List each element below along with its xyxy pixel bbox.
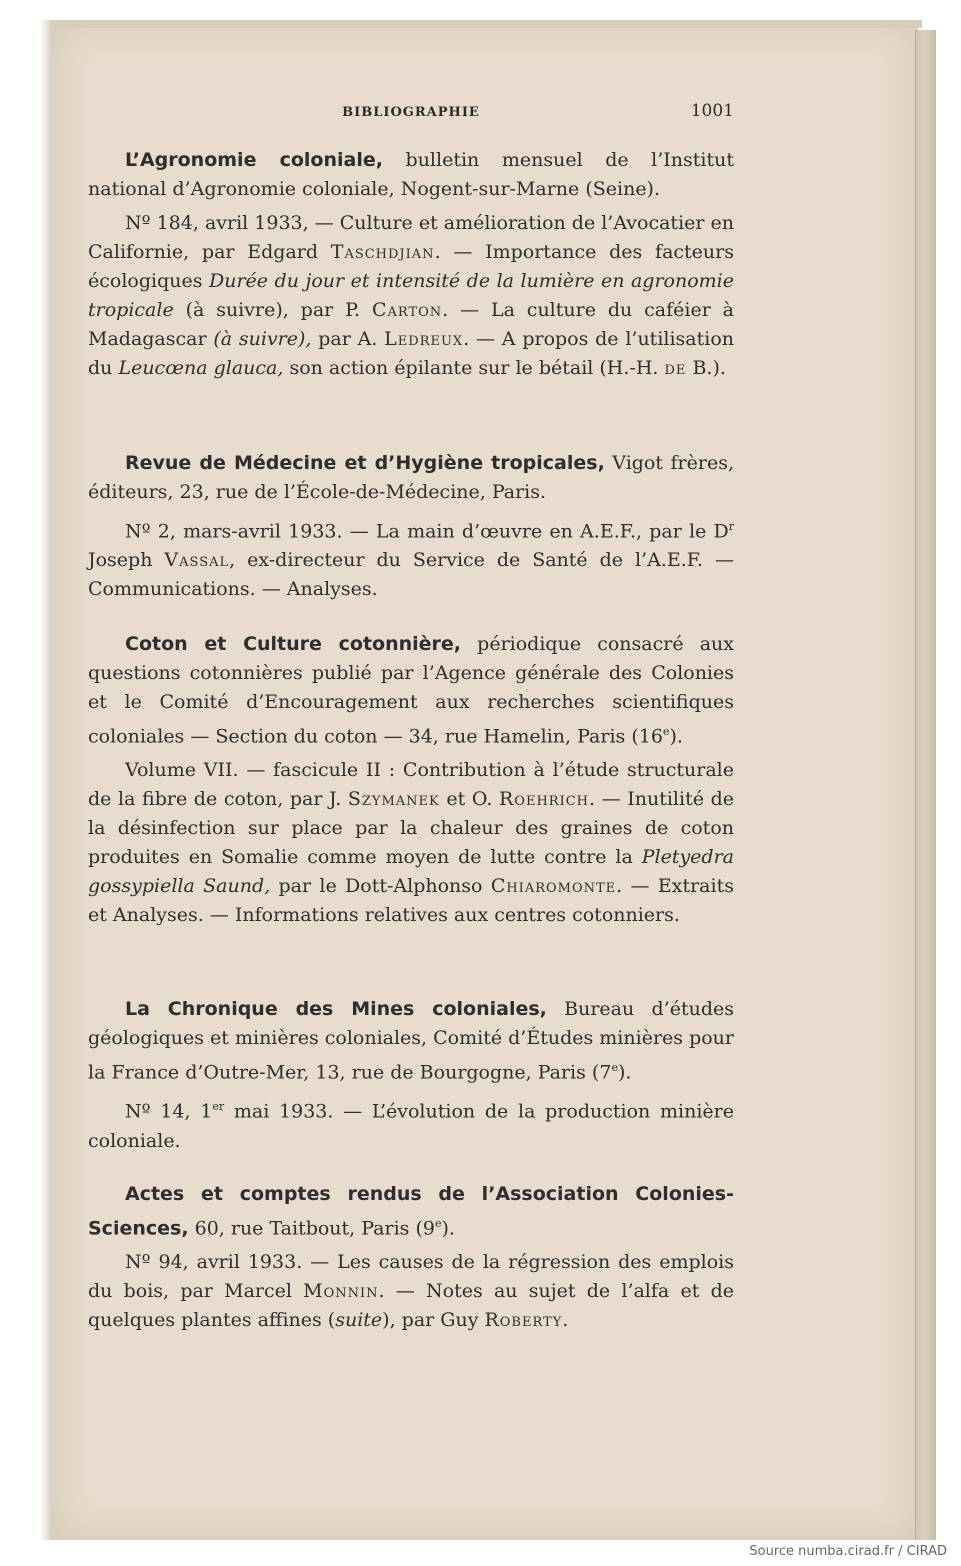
page-number: 1001 <box>690 101 734 121</box>
entry-heading <box>88 1180 734 1243</box>
entry-title: Coton et Culture cotonnière, <box>125 633 462 655</box>
author-name: Szymanek <box>347 788 440 811</box>
superscript: e <box>434 1217 442 1230</box>
entry-text: . — A propos de l’utilisation du <box>88 328 735 379</box>
superscript: e <box>611 1061 618 1074</box>
entry-text: Nº 2, mars-avril 1933. — La main d’œuvre en A.E.F., par le D <box>125 520 729 543</box>
page-header <box>88 101 734 125</box>
entry-publisher: 60, rue Taitbout, Paris (9 <box>188 1217 435 1240</box>
entry-contents <box>88 1248 734 1335</box>
entry-text: et O. <box>439 788 499 811</box>
running-head: BIBLIOGRAPHIE <box>342 105 480 120</box>
entry-text: . — Extraits et Analyses. — Informations relatives aux centres cotonniers. <box>88 875 734 927</box>
entry-text: Nº 14, 1 <box>125 1100 213 1123</box>
author-name: Roehrich <box>498 788 589 811</box>
bibliography-entry <box>88 995 734 1156</box>
entry-text: . <box>562 1309 569 1332</box>
superscript: e <box>662 725 670 738</box>
author-name: Carton <box>371 299 443 321</box>
entry-publisher: périodique consacré aux questions cotonnières publié par l’Agence générale des Colonies et le Comité d’Encouragement aux recherches scientifiques coloniales — Section du coton — 34, rue Hamelin, Paris (16 <box>88 633 735 748</box>
entry-text: . — Inutilité de la désinfection sur place par la chaleur des graines de coton produites en Somalie comme moyen de lutte contre la <box>88 788 734 869</box>
entry-text: , ex-directeur du Service de Santé de l’A.E.F. — Communications. — Analyses. <box>88 549 734 601</box>
entry-text: par A. <box>311 328 385 350</box>
entry-text: . — La culture du caféier à Madagascar <box>88 299 734 350</box>
entry-text: Nº 94, avril 1933. — Les causes de la régression des emplois du bois, par Marcel <box>88 1251 734 1303</box>
entry-heading <box>88 449 734 507</box>
entry-text: Joseph <box>88 549 165 572</box>
page-stack-edge <box>915 30 936 1540</box>
author-name: Ledreux <box>384 328 464 350</box>
entry-title: L’Agronomie coloniale, <box>125 149 383 171</box>
page-top-edge <box>52 20 922 28</box>
entry-heading <box>88 630 734 751</box>
entry-text: ). <box>441 1217 455 1240</box>
entry-text: Volume VII. — fascicule II : Contribution à l’étude structurale de la fibre de coton, par J. <box>88 759 734 811</box>
entry-text: (à suivre), par P. <box>173 299 372 321</box>
superscript: r <box>728 520 734 533</box>
entry-text: Nº 184, avril 1933, — Culture et amélioration de l’Avocatier en Californie, par Edgard <box>88 212 734 263</box>
entry-text: . — Notes au sujet de l’alfa et de quelques plantes affines ( <box>88 1280 734 1332</box>
entry-title: La Chronique des Mines coloniales, <box>125 998 547 1020</box>
italic-note: suite <box>335 1309 383 1332</box>
entry-text: ), par Guy <box>382 1309 485 1332</box>
species-name: Pletyedra gossypiella Saund, <box>88 846 734 898</box>
article-title: Durée du jour et intensité de la lumière en agronomie tropicale <box>88 270 735 321</box>
entry-title: Actes et comptes rendus de l’Association Colonies-Sciences, <box>88 1183 734 1240</box>
superscript: er <box>212 1100 225 1114</box>
entry-heading <box>88 146 734 204</box>
bibliography-entry <box>88 630 734 930</box>
bibliography-entry <box>88 449 734 604</box>
entry-text: mai 1933. — L’évolution de la production minière coloniale. <box>88 1100 734 1152</box>
entry-text: ). <box>669 725 683 748</box>
species-name: Leucœna glauca, <box>118 357 284 379</box>
entry-text: son action épilante sur le bétail (H.-H. <box>283 357 665 379</box>
author-name: Chiaromonte <box>490 875 617 898</box>
italic-note: (à suivre), <box>213 328 312 350</box>
entry-publisher: Bureau d’études géologiques et minières coloniales, Comité d’Études minières pour la France d’Outre-Mer, 13, rue de Bourgogne, Paris (7 <box>88 998 734 1084</box>
bibliography-entry <box>88 1180 734 1335</box>
author-name: Vassal <box>164 549 230 572</box>
entry-contents <box>88 1092 734 1155</box>
entry-contents <box>88 209 734 383</box>
entry-title: Revue de Médecine et d’Hygiène tropicales, <box>125 452 605 474</box>
bibliography-entry <box>88 146 734 383</box>
entry-publisher: Vigot frères, éditeurs, 23, rue de l’École-de-Médecine, Paris. <box>88 452 734 503</box>
entry-text: par le Dott-Alphonso <box>270 875 491 898</box>
author-name: Roberty <box>484 1309 563 1332</box>
author-name: Monnin <box>303 1280 379 1303</box>
author-name: Taschdjian <box>330 241 435 263</box>
source-credit: Source numba.cirad.fr / CIRAD <box>749 1544 947 1559</box>
entry-publisher: bulletin mensuel de l’Institut national d’Agronomie coloniale, Nogent-sur-Marne (Seine). <box>88 149 735 200</box>
entry-contents <box>88 756 734 930</box>
author-name: de <box>664 357 687 379</box>
entry-text: . — Importance des facteurs écologiques <box>88 241 734 292</box>
entry-contents <box>88 512 734 604</box>
entry-heading <box>88 995 734 1087</box>
entry-text: ). <box>617 1061 632 1084</box>
entry-text: B.). <box>686 357 726 379</box>
